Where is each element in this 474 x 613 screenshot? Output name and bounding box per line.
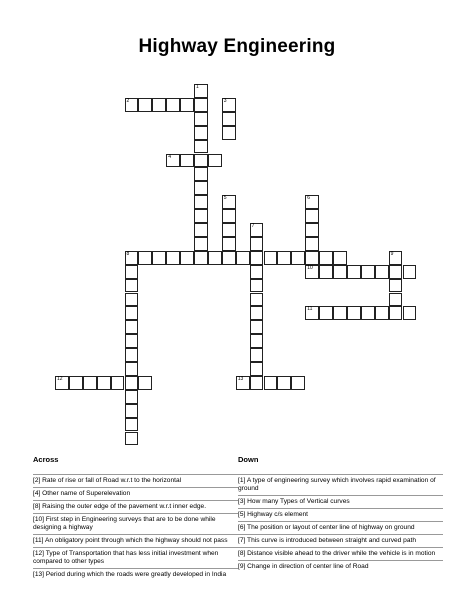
clue-number: [2] [33, 477, 43, 484]
across-clue [33, 487, 238, 500]
clue-number: [10] [33, 516, 46, 523]
grid-cell[interactable] [389, 279, 403, 293]
grid-cell[interactable] [125, 376, 139, 390]
grid-cell[interactable] [194, 98, 208, 112]
grid-cell[interactable] [319, 306, 333, 320]
grid-cell[interactable] [166, 251, 180, 265]
clue-number: [9] [238, 563, 248, 570]
grid-cell[interactable] [194, 126, 208, 140]
grid-cell[interactable] [277, 251, 291, 265]
grid-cell[interactable] [403, 306, 417, 320]
clue-text: An obligatory point through which the highway should not pass [44, 537, 228, 544]
puzzle-title: Highway Engineering [138, 36, 336, 57]
grid-cell[interactable] [375, 265, 389, 279]
grid-cell[interactable] [194, 154, 208, 168]
grid-cell[interactable] [319, 265, 333, 279]
grid-cell[interactable] [222, 112, 236, 126]
grid-cell[interactable] [236, 251, 250, 265]
clue-text: How many Types of Vertical curves [247, 498, 350, 505]
grid-cell[interactable] [403, 265, 417, 279]
clue-number: [13] [33, 571, 46, 578]
grid-cell[interactable] [250, 376, 264, 390]
grid-cell[interactable] [125, 418, 139, 432]
cell-number: 9 [390, 250, 394, 257]
grid-cell[interactable] [291, 376, 305, 390]
grid-cell[interactable] [250, 237, 264, 251]
across-clues [33, 455, 238, 581]
cell-number: 5 [223, 195, 227, 202]
across-clue [33, 474, 238, 487]
grid-cell[interactable] [194, 167, 208, 181]
grid-cell[interactable] [69, 376, 83, 390]
grid-cell[interactable] [166, 98, 180, 112]
across-clue [33, 534, 238, 547]
grid-cell[interactable] [222, 209, 236, 223]
grid-cell[interactable] [389, 251, 403, 265]
down-clue [238, 560, 443, 573]
grid-cell[interactable] [125, 265, 139, 279]
grid-cell[interactable] [250, 279, 264, 293]
grid-cell[interactable] [250, 306, 264, 320]
grid-cell[interactable] [361, 265, 375, 279]
cell-number: 3 [223, 97, 227, 104]
down-header: Down [238, 455, 259, 464]
grid-cell[interactable] [194, 251, 208, 265]
clue-text: The position or layout of center line of highway on ground [247, 524, 415, 531]
clue-number: [8] [238, 550, 248, 557]
clue-number: [12] [33, 550, 46, 557]
grid-cell[interactable] [125, 320, 139, 334]
clue-text: Change in direction of center line of Road [247, 563, 369, 570]
grid-cell[interactable] [125, 432, 139, 446]
down-clue [238, 508, 443, 521]
grid-cell[interactable] [125, 279, 139, 293]
grid-cell[interactable] [166, 154, 180, 168]
grid-cell[interactable] [250, 362, 264, 376]
grid-cell[interactable] [194, 223, 208, 237]
grid-cell[interactable] [180, 98, 194, 112]
cell-number: 6 [307, 195, 310, 202]
across-header: Across [33, 455, 59, 464]
grid-cell[interactable] [333, 306, 347, 320]
grid-cell[interactable] [222, 237, 236, 251]
clue-number: [6] [238, 524, 248, 531]
grid-cell[interactable] [138, 376, 152, 390]
grid-cell[interactable] [264, 251, 278, 265]
across-clue [33, 547, 238, 568]
grid-cell[interactable] [222, 98, 236, 112]
grid-cell[interactable] [125, 251, 139, 265]
grid-cell[interactable] [55, 376, 69, 390]
grid-cell[interactable] [222, 223, 236, 237]
clue-text: Rate of rise or fall of Road w.r.t to the horizontal [42, 477, 182, 484]
grid-cell[interactable] [194, 209, 208, 223]
grid-cell[interactable] [125, 98, 139, 112]
grid-cell[interactable] [250, 265, 264, 279]
grid-cell[interactable] [222, 126, 236, 140]
cell-number: 4 [168, 153, 171, 160]
grid-cell[interactable] [389, 293, 403, 307]
grid-cell[interactable] [222, 195, 236, 209]
grid-cell[interactable] [97, 376, 111, 390]
clue-number: [7] [238, 537, 248, 544]
grid-cell[interactable] [208, 154, 222, 168]
grid-cell[interactable] [250, 223, 264, 237]
clue-number: [4] [33, 490, 43, 497]
grid-cell[interactable] [333, 251, 347, 265]
grid-cell[interactable] [264, 376, 278, 390]
grid-cell[interactable] [194, 195, 208, 209]
clue-text: Distance visible ahead to the driver while the vehicle is in motion [247, 550, 436, 557]
grid-cell[interactable] [194, 140, 208, 154]
grid-cell[interactable] [125, 348, 139, 362]
across-clue [33, 500, 238, 513]
grid-cell[interactable] [375, 306, 389, 320]
clue-number: [8] [33, 503, 43, 510]
grid-cell[interactable] [250, 348, 264, 362]
down-clue [238, 547, 443, 560]
grid-cell[interactable] [125, 390, 139, 404]
clue-text: Raising the outer edge of the pavement w.r.t inner edge. [42, 503, 207, 510]
grid-cell[interactable] [236, 376, 250, 390]
clue-text: Highway c/s element [247, 511, 309, 518]
grid-cell[interactable] [222, 251, 236, 265]
grid-cell[interactable] [305, 251, 319, 265]
grid-cell[interactable] [291, 251, 305, 265]
grid-cell[interactable] [305, 209, 319, 223]
grid-cell[interactable] [208, 251, 222, 265]
down-clue [238, 474, 443, 495]
clue-number: [5] [238, 511, 248, 518]
grid-cell[interactable] [180, 251, 194, 265]
grid-cell[interactable] [125, 362, 139, 376]
clue-text: Other name of Superelevation [42, 490, 131, 497]
grid-cell[interactable] [250, 251, 264, 265]
grid-cell[interactable] [333, 265, 347, 279]
grid-cell[interactable] [361, 306, 375, 320]
across-clue [33, 513, 238, 534]
across-clue [33, 568, 238, 581]
grid-cell[interactable] [138, 251, 152, 265]
cell-number: 7 [251, 223, 255, 229]
clue-text: First step in Engineering surveys that are to be done while designing a highway [33, 516, 216, 531]
grid-cell[interactable] [180, 154, 194, 168]
clue-text: Type of Transportation that has less initial investment when compared to other types [33, 550, 219, 565]
down-clue [238, 521, 443, 534]
grid-cell[interactable] [305, 195, 319, 209]
cell-number: 13 [237, 375, 244, 382]
grid-cell[interactable] [194, 112, 208, 126]
grid-cell[interactable] [125, 334, 139, 348]
cell-number: 10 [307, 264, 313, 271]
clue-text: A type of engineering survey which involves rapid examination of ground [238, 477, 436, 492]
grid-cell[interactable] [125, 404, 139, 418]
grid-cell[interactable] [347, 306, 361, 320]
grid-cell[interactable] [250, 293, 264, 307]
down-clue [238, 495, 443, 508]
clue-text: Period during which the roads were greatly developed in India [45, 571, 227, 578]
grid-cell[interactable] [152, 98, 166, 112]
grid-cell[interactable] [305, 223, 319, 237]
grid-cell[interactable] [125, 293, 139, 307]
grid-cell[interactable] [250, 320, 264, 334]
down-clue [238, 534, 443, 547]
grid-cell[interactable] [83, 376, 97, 390]
grid-cell[interactable] [194, 237, 208, 251]
grid-cell[interactable] [389, 306, 403, 320]
cell-number: 12 [57, 375, 63, 382]
grid-cell[interactable] [152, 251, 166, 265]
clue-number: [1] [238, 477, 247, 484]
grid-cell[interactable] [250, 334, 264, 348]
grid-cell[interactable] [347, 265, 361, 279]
cell-number: 11 [307, 306, 313, 313]
clue-number: [3] [238, 498, 248, 505]
grid-cell[interactable] [138, 98, 152, 112]
grid-cell[interactable] [194, 84, 208, 98]
cell-number: 2 [126, 97, 130, 104]
clue-text: This curve is introduced between straight and curved path [247, 537, 417, 544]
grid-cell[interactable] [277, 376, 291, 390]
clue-number: [11] [33, 537, 45, 544]
grid-cell[interactable] [305, 306, 319, 320]
grid-cell[interactable] [389, 265, 403, 279]
grid-cell[interactable] [305, 265, 319, 279]
cell-number: 1 [196, 84, 199, 90]
cell-number: 8 [126, 250, 130, 257]
grid-cell[interactable] [125, 306, 139, 320]
grid-cell[interactable] [111, 376, 125, 390]
down-clues [238, 455, 443, 573]
grid-cell[interactable] [194, 181, 208, 195]
grid-cell[interactable] [305, 237, 319, 251]
grid-cell[interactable] [319, 251, 333, 265]
